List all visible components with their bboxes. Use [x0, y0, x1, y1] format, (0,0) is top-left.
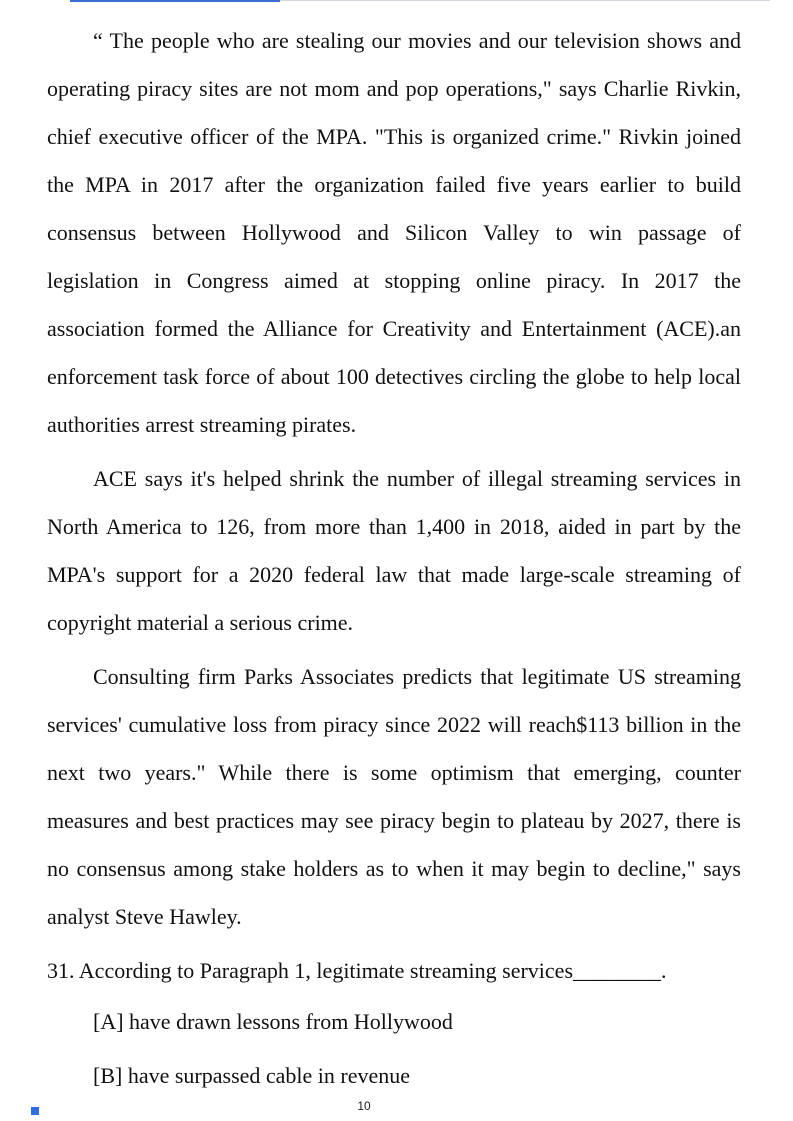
page-number: 10 [357, 1099, 371, 1113]
option-a: [A] have drawn lessons from Hollywood [93, 1009, 453, 1034]
option-b: [B] have surpassed cable in revenue [93, 1063, 411, 1088]
footer-marker-icon [31, 1107, 39, 1115]
page-content [47, 17, 741, 1103]
question-31: 31. According to Paragraph 1, legitimate streaming services________. [47, 958, 667, 983]
paragraph-1: “ The people who are stealing our movies and our television shows and operating piracy sites are not mom and pop operations," says Charlie Rivkin, chief executive officer of the MPA. "This is organized crime." Rivkin joined the MPA in 2017 after the organization failed five years earlier to build consensus between Hollywood and Silicon Valley to win passage of legislation in Congress aimed at stopping online piracy. In 2017 the association formed the Alliance for Creativity and Entertainment (ACE).an enforcement task force of about 100 detectives circling the globe to help local authorities arrest streaming pirates. [47, 28, 741, 437]
top-accent-bar [70, 0, 280, 2]
paragraph-2: ACE says it's helped shrink the number of illegal streaming services in North America to 126, from more than 1,400 in 2018, aided in part by the MPA's support for a 2020 federal law that made large-scale streaming of copyright material a serious crime. [47, 466, 741, 635]
paragraph-3: Consulting firm Parks Associates predicts that legitimate US streaming services' cumulative loss from piracy since 2022 will reach$113 billion in the next two years." While there is some optimism that emerging, counter measures and best practices may see piracy begin to plateau by 2027, there is no consensus among stake holders as to when it may begin to decline," says analyst Steve Hawley. [47, 664, 741, 929]
